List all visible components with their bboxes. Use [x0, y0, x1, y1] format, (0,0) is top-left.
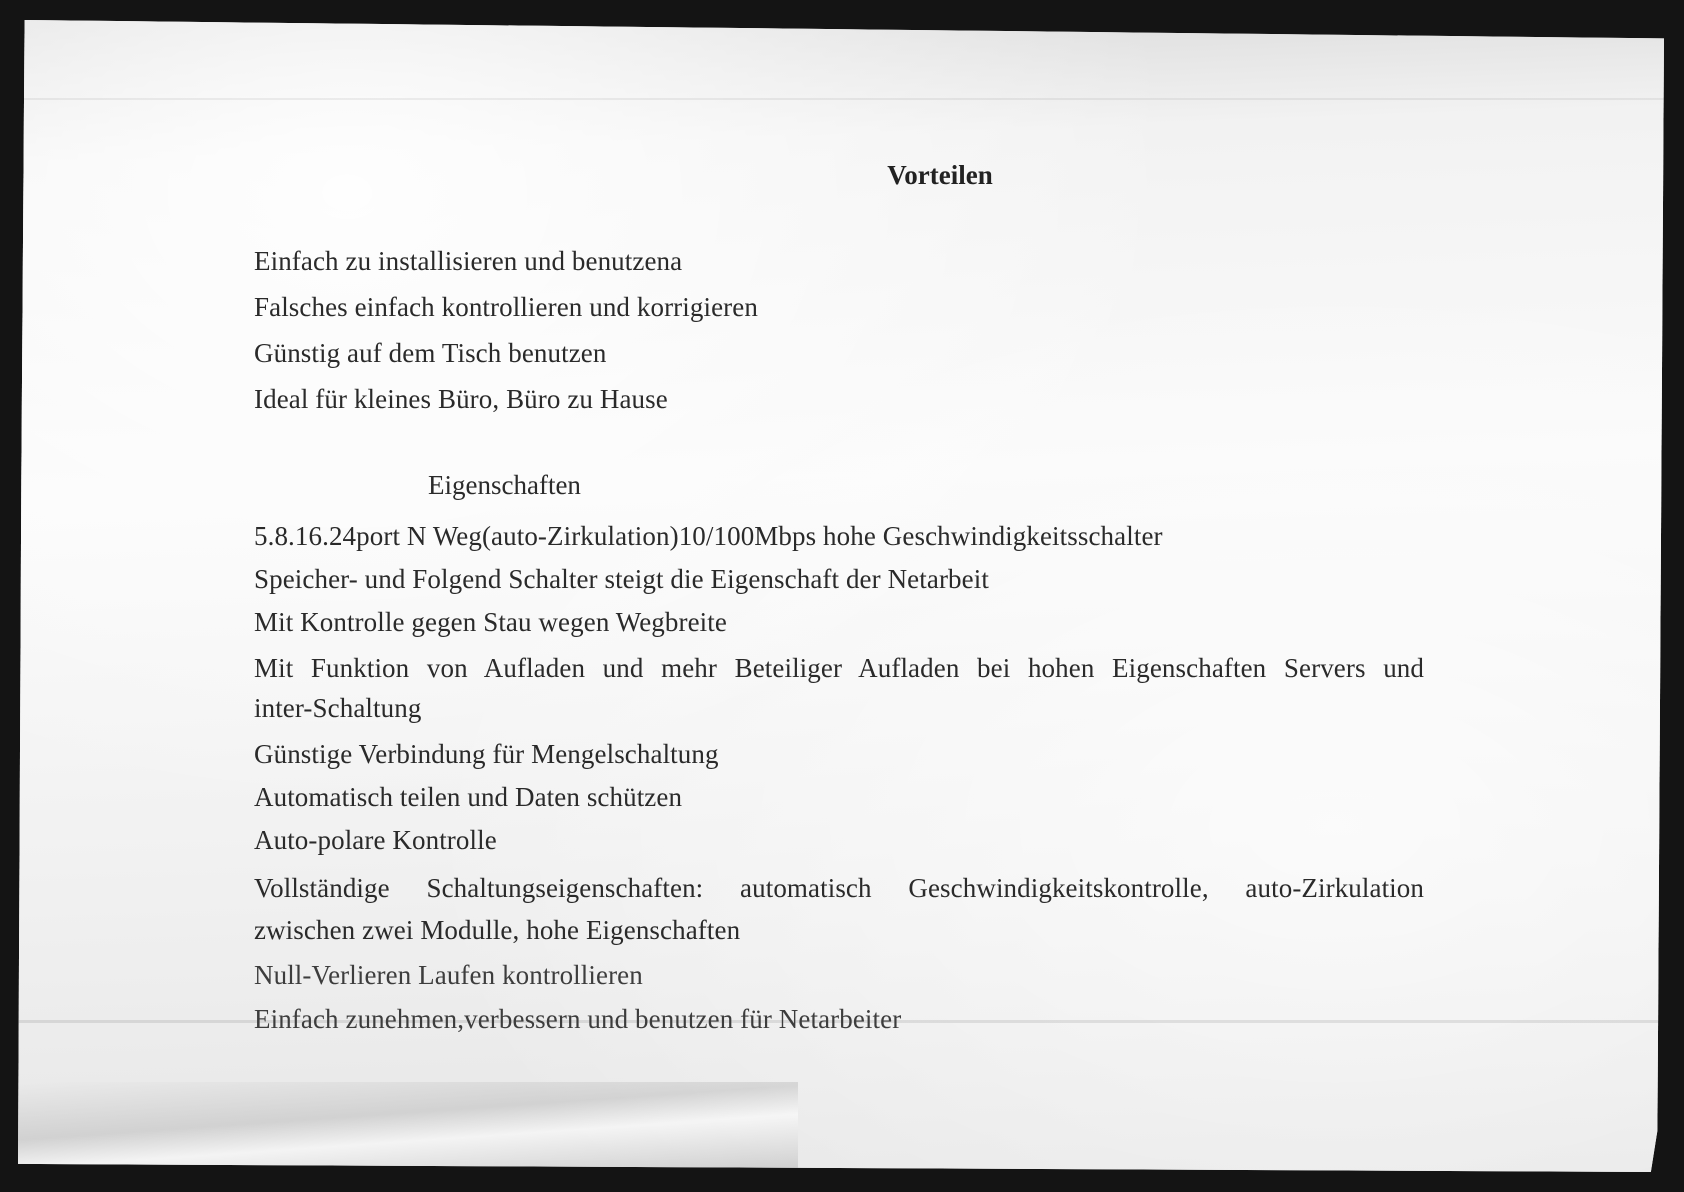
property-line: zwischen zwei Modulle, hohe Eigenschaften	[254, 915, 741, 945]
property-line: Null-Verlieren Laufen kontrollieren	[254, 960, 643, 990]
property-line: Speicher- und Folgend Schalter steigt die Eigenschaft der Netarbeit	[254, 564, 989, 594]
advantage-line: Falsches einfach kontrollieren und korrigieren	[254, 292, 758, 322]
advantages-heading: Vorteilen	[887, 160, 993, 190]
property-line: Mit Funktion von Aufladen und mehr Beteiliger Aufladen bei hohen Eigenschaften Servers und	[254, 653, 1424, 683]
advantage-line: Günstig auf dem Tisch benutzen	[254, 338, 607, 368]
advantage-line: Ideal für kleines Büro, Büro zu Hause	[254, 384, 668, 414]
property-line: Mit Kontrolle gegen Stau wegen Wegbreite	[254, 607, 727, 637]
property-line: inter-Schaltung	[254, 693, 422, 723]
property-line: Automatisch teilen und Daten schützen	[254, 782, 683, 812]
property-line: Auto-polare Kontrolle	[254, 825, 497, 855]
property-line: Vollständige Schaltungseigenschaften: automatisch Geschwindigkeitskontrolle, auto-Zirkulation	[254, 873, 1424, 903]
properties-heading: Eigenschaften	[428, 470, 581, 500]
property-line: Günstige Verbindung für Mengelschaltung	[254, 739, 719, 769]
advantage-line: Einfach zu installisieren und benutzena	[254, 246, 683, 276]
property-line: Einfach zunehmen,verbessern und benutzen für Netarbeiter	[254, 1004, 902, 1034]
property-line: 5.8.16.24port N Weg(auto-Zirkulation)10/100Mbps hohe Geschwindigkeitsschalter	[254, 521, 1163, 551]
